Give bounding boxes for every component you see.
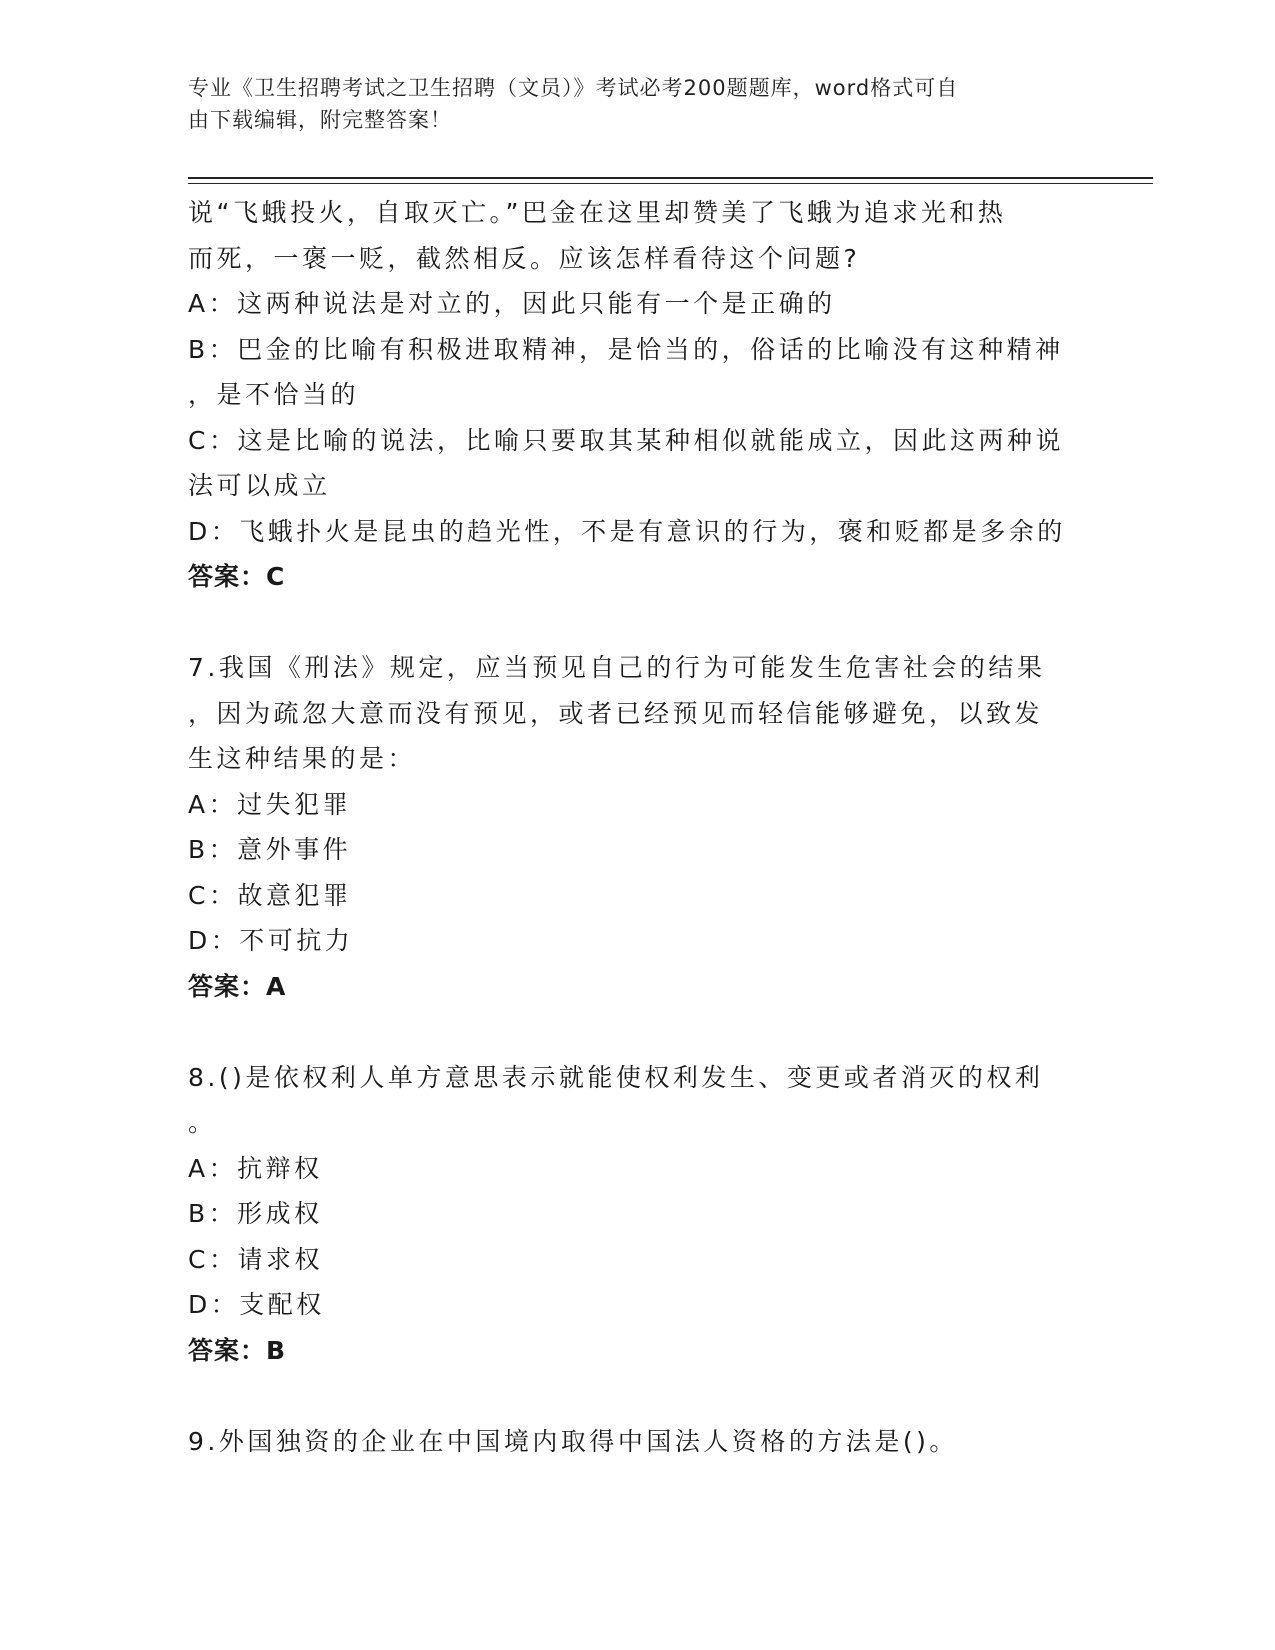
option-a: A：这两种说法是对立的，因此只能有一个是正确的	[188, 289, 836, 318]
spacer	[188, 1373, 1088, 1419]
question-text-line: 9.外国独资的企业在中国境内取得中国法人资格的方法是()。	[188, 1426, 958, 1456]
option-b: B：形成权	[188, 1199, 323, 1228]
question-7	[188, 645, 1088, 1009]
answer-label: 答案：C	[188, 562, 286, 591]
question-text-line: 。	[188, 1108, 217, 1137]
option-c: C：故意犯罪	[188, 880, 352, 910]
question-8	[188, 1055, 1088, 1374]
option-c: C：这是比喻的说法，比喻只要取其某种相似就能成立，因此这两种说	[188, 425, 1064, 455]
header-line-2: 由下载编辑，附完整答案！	[188, 108, 452, 132]
option-b: B：巴金的比喻有积极进取精神，是恰当的，俗话的比喻没有这种精神	[188, 334, 1064, 364]
document-header	[188, 72, 1068, 136]
option-c: C：请求权	[188, 1244, 323, 1274]
question-text-line: 生这种结果的是：	[188, 744, 417, 773]
header-line-1: 专业《卫生招聘考试之卫生招聘（文员）》考试必考200题题库，word格式可自	[188, 76, 959, 100]
option-b: B：意外事件	[188, 835, 352, 864]
option-c-continued: 法可以成立	[188, 471, 331, 500]
answer-label: 答案：B	[188, 1335, 287, 1365]
header-rule-thin	[188, 183, 1153, 184]
question-text-line: 7.我国《刑法》规定，应当预见自己的行为可能发生危害社会的结果	[188, 653, 1046, 682]
document-body	[188, 190, 1088, 1464]
question-text-line: ，因为疏忽大意而没有预见，或者已经预见而轻信能够避免，以致发	[188, 698, 1044, 728]
question-text-line: 8.()是依权利人单方意思表示就能使权利发生、变更或者消灭的权利	[188, 1062, 1044, 1092]
question-6	[188, 190, 1088, 600]
option-d: D：飞蛾扑火是昆虫的趋光性，不是有意识的行为，褒和贬都是多余的	[188, 516, 1066, 546]
header-rule-thick	[188, 177, 1153, 179]
question-9	[188, 1419, 1088, 1465]
option-d: D：支配权	[188, 1290, 325, 1319]
question-text-line: 而死，一褒一贬，截然相反。应该怎样看待这个问题?	[188, 243, 861, 273]
question-text-line: 说“飞蛾投火，自取灭亡。”巴金在这里却赞美了飞蛾为追求光和热	[188, 198, 1007, 227]
spacer	[188, 1009, 1088, 1055]
option-a: A：抗辩权	[188, 1153, 323, 1183]
answer-label: 答案：A	[188, 971, 287, 1001]
option-d: D：不可抗力	[188, 926, 354, 955]
spacer	[188, 600, 1088, 646]
option-b-continued: ，是不恰当的	[188, 380, 360, 409]
option-a: A：过失犯罪	[188, 789, 352, 819]
